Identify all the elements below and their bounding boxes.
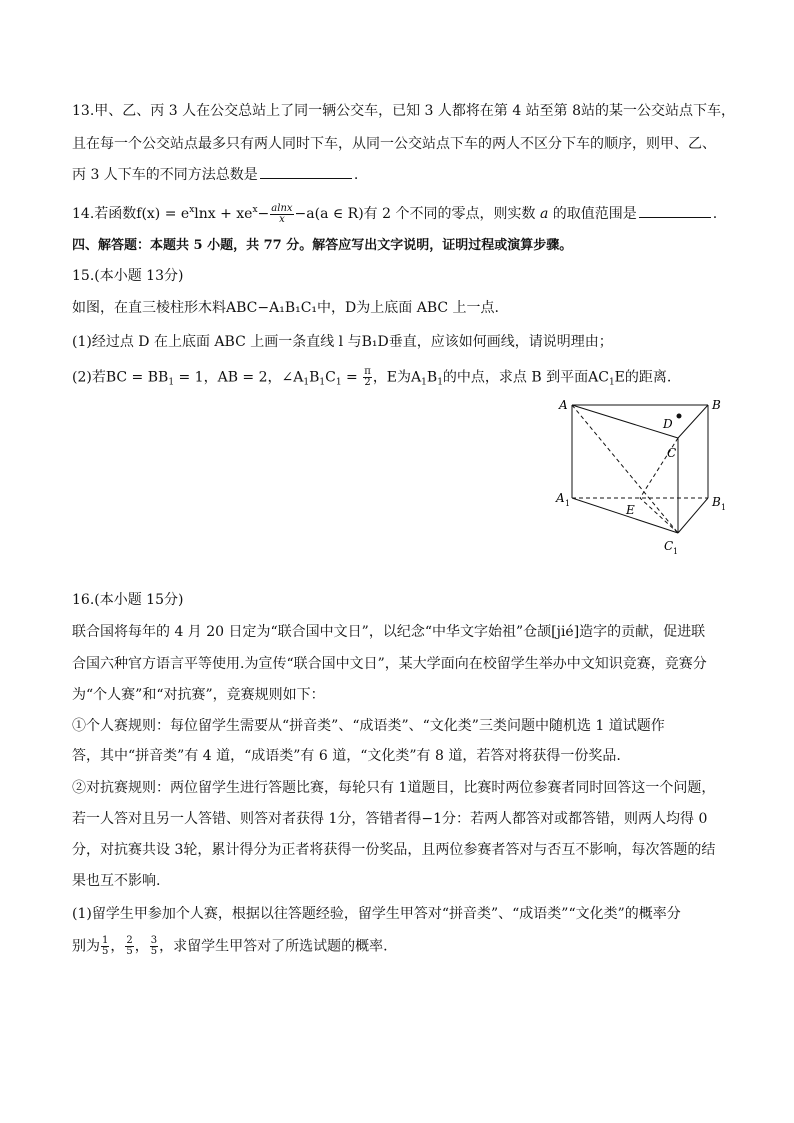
q16-rule-1b: 答，其中“拼音类”有 4 道，“成语类”有 6 道，“文化类”有 8 道，若答对将获得一份奖品. <box>72 748 621 764</box>
q15-l3-b: = 1，AB = 2，∠A <box>174 369 304 386</box>
q13-line-1: 13.甲、乙、丙 3 人在公交总站上了同一辆公交车，已知 3 人都将在第 4 站至第 8站的某一公交站点下车， <box>72 103 736 119</box>
q13-end: . <box>353 167 359 183</box>
q16-rule-2a: ②对抗赛规则：两位留学生进行答题比赛，每轮只有 1道题目，比赛时两位参赛者同时回答这一个问题， <box>72 780 716 796</box>
q15-header: 15.(本小题 13分) <box>72 268 184 284</box>
segment-c1e <box>640 498 678 533</box>
label-c1-sub: 1 <box>673 547 679 556</box>
q16-rule-2d: 果也互不影响. <box>72 873 161 889</box>
q16-s1b-post: ，求留学生甲答对了所选试题的概率. <box>159 938 388 955</box>
q15-l3-h: 的中点，求点 B 到平面AC <box>442 369 609 386</box>
q15-sub-c1b: 1 <box>608 377 615 388</box>
q15-line-1: 如图，在直三棱柱形木料ABC−A₁B₁C₁中，D为上底面 ABC 上一点. <box>72 300 499 316</box>
q15-l3-e: = <box>341 369 363 386</box>
prism-figure <box>540 393 730 563</box>
q16-para-3: 为“个人赛”和“对抗赛”，竞赛规则如下： <box>72 687 325 703</box>
q15-l3-g: B <box>426 369 438 386</box>
q15-sub-b1: 1 <box>319 377 326 388</box>
q15-l3-f: ，E为A <box>372 369 422 386</box>
q16-frac-1 <box>101 936 109 957</box>
label-a: A <box>559 398 568 412</box>
q16-f2-num: 2 <box>126 935 133 946</box>
label-c: C <box>667 446 677 460</box>
q15-l3-d: C <box>325 369 336 386</box>
edge-bc <box>678 405 708 438</box>
q14-prefix: 14.若函数f(x) = e <box>72 206 190 222</box>
q16-f1-den: 5 <box>102 946 109 957</box>
q14-var-a: a <box>539 206 549 222</box>
q16-comma-2: ， <box>134 938 149 955</box>
label-a1: A <box>556 491 565 505</box>
q15-line-3 <box>72 367 722 393</box>
q16-s1b-pre: 别为 <box>72 938 100 955</box>
q16-f3-num: 3 <box>150 935 158 946</box>
q13-line-2: 且在每一个公交站点最多只有两人同时下车，从同一公交站点下车的两人不区分下车的顺序，则甲、乙、 <box>72 136 716 152</box>
q15-frac-num: π <box>364 366 371 377</box>
q16-rule-2b: 若一人答对且另一人答错、则答对者获得 1分，答错者得−1分：若两人都答对或都答错，则两人均得 0 <box>72 811 708 827</box>
q16-header: 16.(本小题 15分) <box>72 592 184 608</box>
q15-sub-a1b: 1 <box>421 377 427 388</box>
label-b: B <box>712 398 721 412</box>
q15-sub-c1: 1 <box>335 377 342 388</box>
q16-rule-1a: ①个人赛规则：每位留学生需要从“拼音类”、“成语类”、“文化类”三类问题中随机选 1 道试题作 <box>72 718 665 734</box>
q15-frac-den: 2 <box>364 377 371 388</box>
q16-f3-den: 5 <box>150 946 158 957</box>
q16-sub-1b <box>72 936 722 957</box>
q16-frac-2 <box>125 936 133 957</box>
q13-line-3 <box>72 164 722 185</box>
q16-comma-1: ， <box>110 938 125 955</box>
label-b1: B <box>712 495 721 509</box>
q16-f1-num: 1 <box>102 935 109 946</box>
point-d <box>677 414 682 419</box>
q14-mid2: −a(a ∈ R)有 2 个不同的零点，则实数 <box>294 206 536 222</box>
q15-l3-a: (2)若BC = BB <box>72 369 169 386</box>
q13-line-3-text: 丙 3 人下车的不同方法总数是 <box>72 167 258 183</box>
q15-sub-a1: 1 <box>303 377 310 388</box>
q14-end: . <box>712 206 718 222</box>
label-b1-sub: 1 <box>721 503 727 512</box>
q15-fraction <box>363 367 372 388</box>
q14-frac-num: alnx <box>271 202 293 214</box>
q16-sub-1a: (1)留学生甲参加个人赛，根据以往答题经验，留学生甲答对“拼音类”、“成语类”“文化类”的概率分 <box>72 906 681 922</box>
q16-rule-2c: 分，对抗赛共设 3轮，累计得分为正者将获得一份奖品，且两位参赛者答对与否互不影响，每次答题的结 <box>72 842 716 858</box>
q15-l3-c: B <box>309 369 320 386</box>
q14-answer-blank <box>639 203 711 218</box>
q15-sub-b1b: 1 <box>437 377 443 388</box>
q15-line-2: (1)经过点 D 在上底面 ABC 上画一条直线 l 与B₁D垂直，应该如何画线，请说明理由； <box>72 334 613 350</box>
q14-mid3: 的取值范围是 <box>552 206 637 222</box>
q14-frac-den: x <box>279 213 285 225</box>
edge-a1c1 <box>572 498 678 533</box>
q14-sup-1: x <box>189 205 195 215</box>
section-4-heading: 四、解答题：本题共 5 小题，共 77 分。解答应写出文字说明，证明过程或演算步骤。 <box>72 238 573 253</box>
q14-mid1: lnx + xe <box>194 206 253 222</box>
q15-l3-i: E的距离. <box>614 369 672 386</box>
label-e: E <box>626 503 635 517</box>
q16-para-2: 合国六种官方语言平等使用.为宣传“联合国中文日”，某大学面向在校留学生举办中文知识竞赛，竞赛分 <box>72 656 707 672</box>
q16-para-1: 联合国将每年的 4 月 20 日定为“联合国中文日”，以纪念“中华文字始祖”仓颉[jié]造字的贡献，促进联 <box>72 624 706 640</box>
label-a1-sub: 1 <box>565 499 571 508</box>
edge-b1c1 <box>678 498 708 533</box>
q13-answer-blank <box>260 164 352 179</box>
q14-sup-2: x <box>252 205 258 215</box>
q14-minus: − <box>257 206 270 222</box>
label-c1: C <box>664 539 674 553</box>
q16-frac-3 <box>150 936 158 957</box>
q14-fraction <box>270 204 293 225</box>
q15-sub-bb1: 1 <box>168 377 175 388</box>
label-d: D <box>663 417 673 431</box>
q16-f2-den: 5 <box>126 946 133 957</box>
q14-line <box>72 200 722 225</box>
